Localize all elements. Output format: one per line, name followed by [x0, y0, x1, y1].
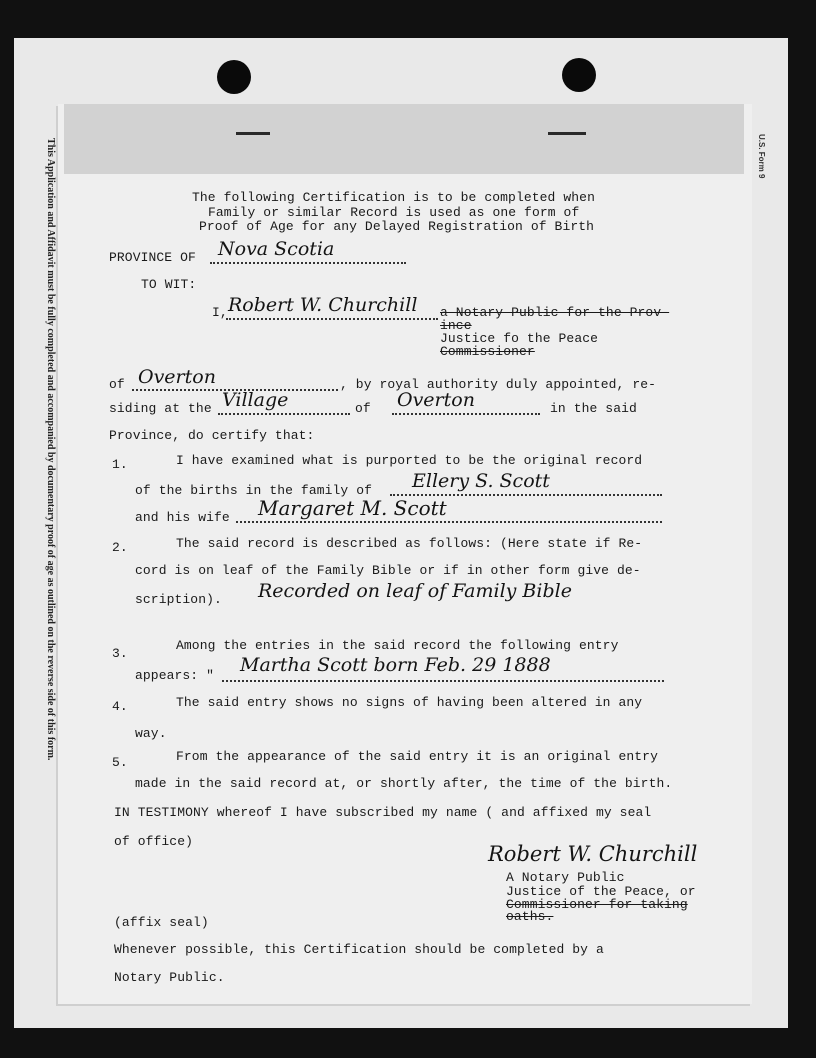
fold-mark-left: [236, 132, 270, 135]
item-5-number: 5.: [112, 755, 128, 770]
item-4-line-2: way.: [135, 726, 167, 741]
residing-place: Overton: [397, 389, 475, 411]
birth-entry: Martha Scott born Feb. 29 1888: [240, 654, 551, 676]
footer-line-2: Notary Public.: [114, 970, 225, 985]
title-commissioner-struck: Commissioner: [440, 344, 535, 359]
affix-seal: (affix seal): [114, 915, 209, 930]
header-line-3: Proof of Age for any Delayed Registration of Birth: [199, 219, 595, 234]
province-value: Nova Scotia: [218, 238, 335, 260]
title-ince-struck: ince: [440, 318, 472, 333]
header-line-1: The following Certification is to be completed when: [192, 190, 595, 205]
residing-suffix: in the said: [550, 401, 637, 416]
item-1-wife-prefix: and his wife: [135, 510, 230, 525]
title-justice: Justice fo the Peace: [440, 331, 599, 346]
side-instruction: This Application and Affidavit must be fully completed and accompanied by documentary proof of age as outlined on the reverse side of this form.: [45, 138, 56, 761]
item-2-line-1: The said record is described as follows: (Here state if Re-: [176, 536, 643, 551]
item-3-number: 3.: [112, 646, 128, 661]
residing-of: of: [355, 401, 371, 416]
item-4-line-1: The said entry shows no signs of having been altered in any: [176, 695, 643, 710]
sig-title-oaths-struck: oaths.: [506, 909, 554, 924]
appointment-text: , by royal authority duly appointed, re-: [340, 377, 657, 392]
item-4-number: 4.: [112, 699, 128, 714]
place-type-fill-line: [218, 413, 350, 415]
fold-mark-right: [548, 132, 586, 135]
residing-place-type: Village: [222, 389, 289, 411]
item-3-appears: appears: ": [135, 668, 215, 683]
residing-prefix: siding at the: [109, 401, 212, 416]
signature: Robert W. Churchill: [488, 842, 698, 866]
punch-hole-left: [217, 60, 251, 94]
item-2-line-3: scription).: [135, 592, 222, 607]
certifier-prefix: I,: [212, 305, 228, 320]
province-fill-line: [210, 262, 406, 264]
item-5-line-2: made in the said record at, or shortly after, the time of the birth.: [135, 776, 673, 791]
certifier-name: Robert W. Churchill: [228, 294, 418, 316]
of-label: of: [109, 377, 125, 392]
of-value: Overton: [138, 366, 216, 388]
item-3-line-1: Among the entries in the said record the following entry: [176, 638, 619, 653]
wife-name: Margaret M. Scott: [258, 496, 447, 520]
item-1-number: 1.: [112, 457, 128, 472]
certifier-fill-line: [226, 318, 438, 320]
title-notary-struck: a Notary Public for the Prov-: [440, 305, 670, 320]
testimony-line-2: of office): [114, 834, 194, 849]
record-description: Recorded on leaf of Family Bible: [258, 580, 572, 602]
testimony-line-1: IN TESTIMONY whereof I have subscribed my name ( and affixed my seal: [114, 805, 652, 820]
sig-title-notary: A Notary Public: [506, 870, 625, 885]
top-shadow-band: [64, 104, 744, 174]
punch-hole-right: [562, 58, 596, 92]
entry-fill-line: [222, 680, 664, 682]
place-fill-line: [392, 413, 540, 415]
item-2-line-2: cord is on leaf of the Family Bible or if in other form give de-: [135, 563, 641, 578]
wife-fill-line: [236, 521, 662, 523]
province-label: PROVINCE OF: [109, 250, 196, 265]
sig-title-justice: Justice of the Peace, or: [506, 884, 696, 899]
item-1-line-1: I have examined what is purported to be the original record: [176, 453, 643, 468]
item-1-family-prefix: of the births in the family of: [135, 483, 373, 498]
family-name: Ellery S. Scott: [412, 470, 550, 492]
item-2-number: 2.: [112, 540, 128, 555]
sig-title-commissioner-struck: Commissioner for taking: [506, 897, 688, 912]
item-5-line-1: From the appearance of the said entry it is an original entry: [176, 749, 658, 764]
header-line-2: Family or similar Record is used as one form of: [208, 205, 580, 220]
to-wit: TO WIT:: [141, 277, 197, 292]
form-number: U.S. Form 9: [757, 134, 766, 179]
province-certify: Province, do certify that:: [109, 428, 315, 443]
footer-line-1: Whenever possible, this Certification should be completed by a: [114, 942, 604, 957]
form-page: [58, 104, 752, 1004]
